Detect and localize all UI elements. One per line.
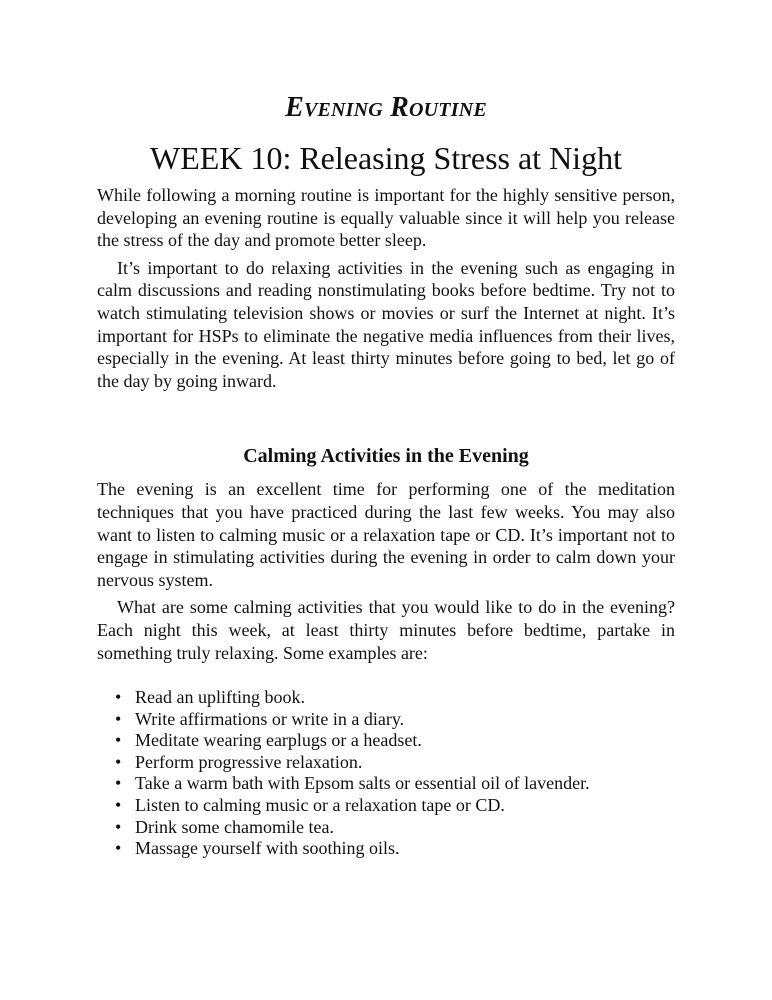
section-title: Evening Routine [285,92,487,123]
bullet-icon: • [115,816,122,837]
intro-paragraph-2: It’s important to do relaxing activities in the evening such as engaging in calm discussions and reading nonstimulating books before bedtime. Try not to watch stimulating television shows or movies or surf the Internet at night. It’s important for HSPs to eliminate the negative media influences from their lives, especially in the evening. At least thirty minutes before going to bed, let go of the day by going inward. [97,257,675,391]
document-page [97,88,675,860]
intro-paragraph-1: While following a morning routine is important for the highly sensitive person, developing an evening routine is equally valuable since it will help you release the stress of the day and promote better sleep. [97,185,675,251]
calming-activities-heading: Calming Activities in the Evening [243,445,529,468]
list-item [115,687,675,709]
list-item [115,709,675,731]
list-item-text: Read an uplifting book. [135,687,305,708]
list-item-text: Listen to calming music or a relaxation tape or CD. [135,795,505,816]
list-item-text: Write affirmations or write in a diary. [135,708,405,729]
bullet-icon: • [115,730,122,751]
bullet-icon: • [115,751,122,772]
bullet-icon: • [115,795,122,816]
list-item-text: Meditate wearing earplugs or a headset. [135,730,422,751]
list-item-text: Massage yourself with soothing oils. [135,838,400,859]
examples-list [115,687,675,860]
list-item [115,730,675,752]
week-title: WEEK 10: Releasing Stress at Night [150,140,622,176]
list-item [115,838,675,860]
bullet-icon: • [115,687,122,708]
list-item-text: Perform progressive relaxation. [135,751,363,772]
calming-paragraph-2: What are some calming activities that you would like to do in the evening? Each night this week, at least thirty minutes before bedtime, partake in something truly relaxing. Some examples are: [97,597,675,663]
list-item [115,752,675,774]
list-item [115,817,675,839]
calming-paragraph-1: The evening is an excellent time for performing one of the meditation techniques that you have practiced during the last few weeks. You may also want to listen to calming music or a relaxation tape or CD. It’s important not to engage in stimulating activities during the evening in order to calm down your nervous system. [97,479,675,590]
bullet-icon: • [115,708,122,729]
list-item-text: Drink some chamomile tea. [135,816,334,837]
bullet-icon: • [115,773,122,794]
list-item-text: Take a warm bath with Epsom salts or essential oil of lavender. [135,773,590,794]
list-item [115,795,675,817]
bullet-icon: • [115,838,122,859]
list-item [115,773,675,795]
